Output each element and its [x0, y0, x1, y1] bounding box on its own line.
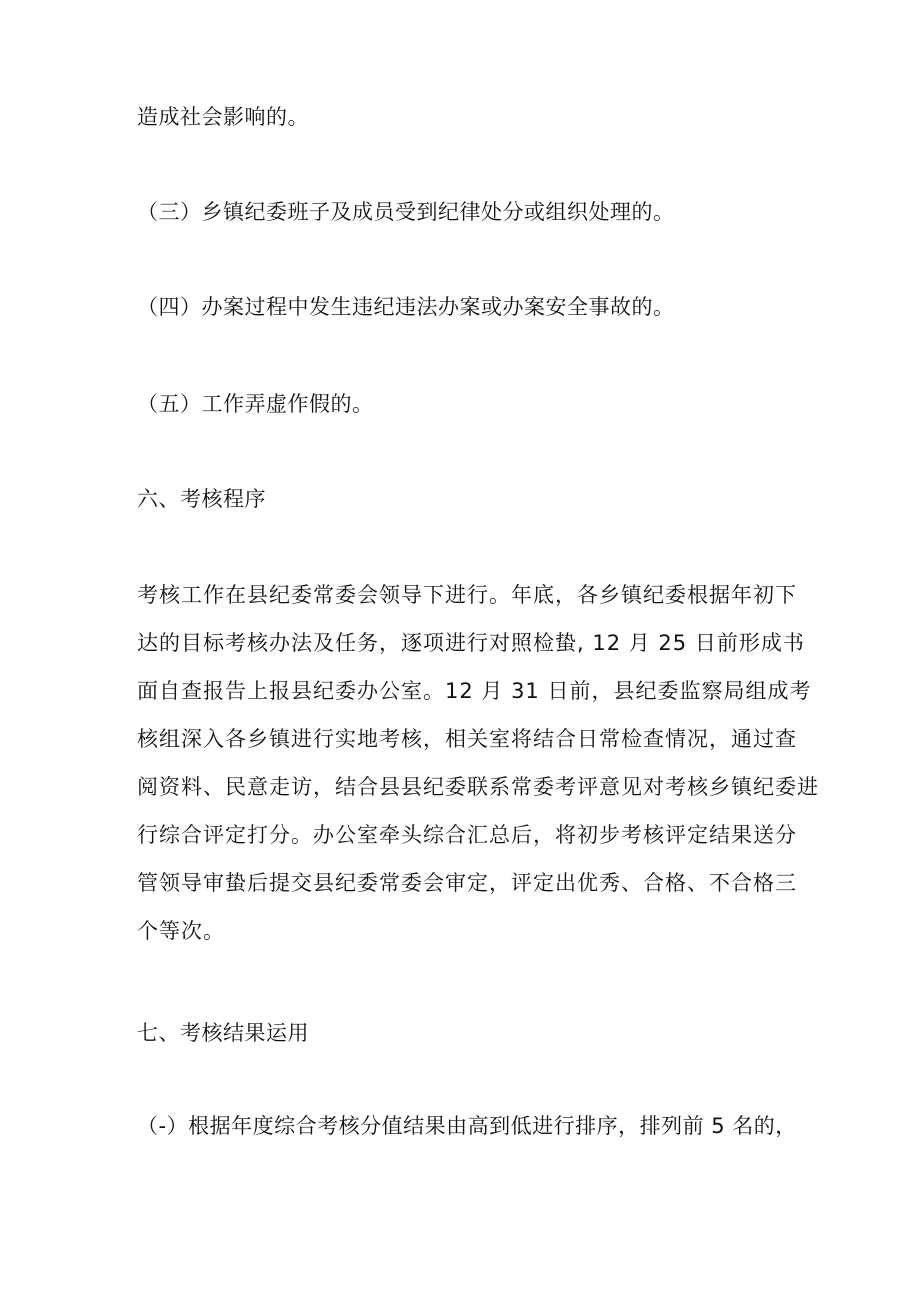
section-heading-7: 七、考核结果运用	[137, 1021, 309, 1045]
paragraph-line: 阅资料、民意走访，结合县县纪委联系常委考评意见对考核乡镇纪委进	[137, 775, 819, 799]
list-item-7-1: （-）根据年度综合考核分值结果由高到低进行排序，排列前 5 名的，	[137, 1114, 797, 1138]
list-item-5: （五）工作弄虚作假的。	[137, 392, 374, 416]
list-item-4: （四）办案过程中发生违纪违法办案或办案安全事故的。	[137, 295, 675, 319]
text-line: 造成社会影响的。	[137, 105, 309, 129]
section-heading-6: 六、考核程序	[137, 487, 266, 511]
paragraph-line: 面自查报告上报县纪委办公室。12 月 31 日前，县纪委监察局组成考	[137, 679, 812, 703]
paragraph-line: 行综合评定打分。办公室牵头综合汇总后，将初步考核评定结果送分	[137, 823, 797, 847]
paragraph-line: 达的目标考核办法及任务，逐项进行对照检蛰, 12 月 25 日前形成书	[137, 631, 805, 655]
list-item-3: （三）乡镇纪委班子及成员受到纪律处分或组织处理的。	[137, 200, 675, 224]
paragraph-line: 个等次。	[137, 919, 225, 943]
paragraph-line: 核组深入各乡镇进行实地考核，相关室将结合日常检查情况，通过查	[137, 727, 797, 751]
paragraph-line: 管领导审蛰后提交县纪委常委会审定，评定出优秀、合格、不合格三	[137, 871, 797, 895]
paragraph-line: 考核工作在县纪委常委会领导下进行。年底，各乡镇纪委根据年初下	[137, 583, 797, 607]
